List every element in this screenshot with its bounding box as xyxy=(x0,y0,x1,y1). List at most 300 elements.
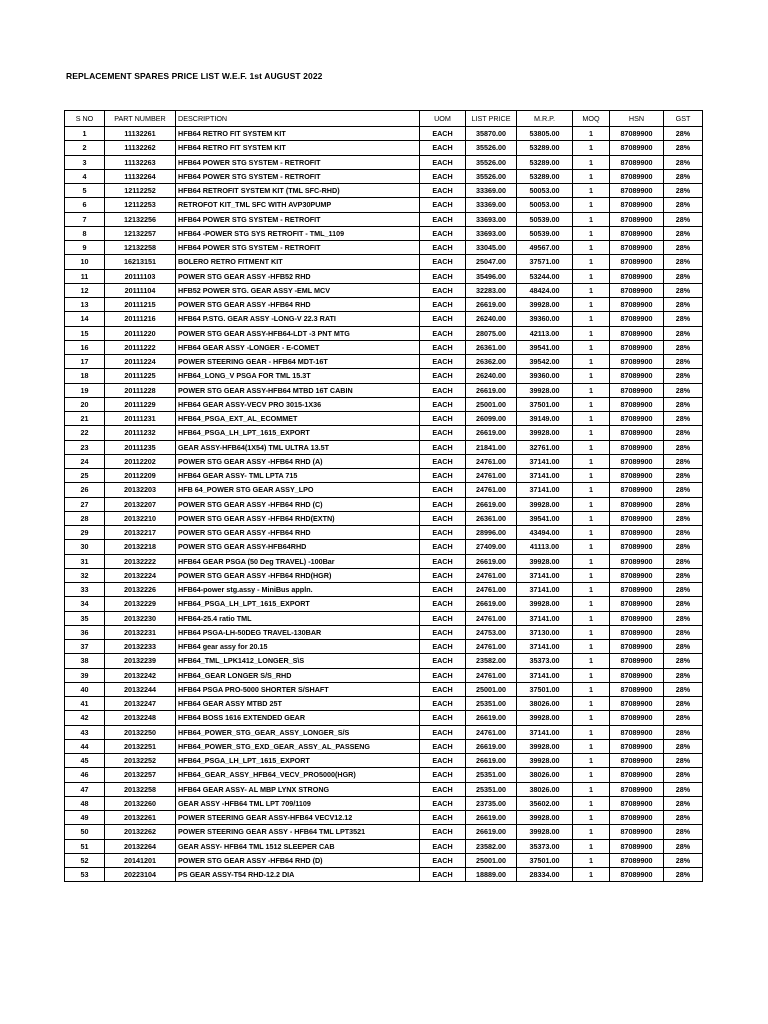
cell-moq: 1 xyxy=(573,226,610,240)
cell-hsn: 87089900 xyxy=(610,839,664,853)
cell-description: HFB64 PSGA PRO-5000 SHORTER S/SHAFT xyxy=(176,682,420,696)
cell-moq: 1 xyxy=(573,611,610,625)
cell-sno: 43 xyxy=(65,725,105,739)
cell-hsn: 87089900 xyxy=(610,811,664,825)
cell-gst: 28% xyxy=(664,839,703,853)
cell-gst: 28% xyxy=(664,697,703,711)
cell-moq: 1 xyxy=(573,825,610,839)
cell-part-number: 20111220 xyxy=(105,326,176,340)
cell-list-price: 28075.00 xyxy=(466,326,517,340)
cell-hsn: 87089900 xyxy=(610,796,664,810)
cell-list-price: 24761.00 xyxy=(466,640,517,654)
cell-gst: 28% xyxy=(664,454,703,468)
cell-part-number: 20132210 xyxy=(105,511,176,525)
cell-mrp: 37501.00 xyxy=(517,397,573,411)
cell-moq: 1 xyxy=(573,298,610,312)
cell-description: HFB64 P.STG. GEAR ASSY -LONG-V 22.3 RATI xyxy=(176,312,420,326)
cell-description: POWER STG GEAR ASSY-HFB64 MTBD 16T CABIN xyxy=(176,383,420,397)
cell-mrp: 37501.00 xyxy=(517,853,573,867)
cell-sno: 5 xyxy=(65,184,105,198)
table-row xyxy=(65,426,703,440)
cell-sno: 15 xyxy=(65,326,105,340)
cell-hsn: 87089900 xyxy=(610,625,664,639)
cell-mrp: 39928.00 xyxy=(517,497,573,511)
cell-part-number: 12112252 xyxy=(105,184,176,198)
table-row xyxy=(65,298,703,312)
cell-description: HFB64_LONG_V PSGA FOR TML 15.3T xyxy=(176,369,420,383)
cell-hsn: 87089900 xyxy=(610,640,664,654)
cell-uom: EACH xyxy=(420,298,466,312)
cell-gst: 28% xyxy=(664,141,703,155)
cell-sno: 44 xyxy=(65,739,105,753)
cell-sno: 10 xyxy=(65,255,105,269)
table-row xyxy=(65,711,703,725)
cell-sno: 40 xyxy=(65,682,105,696)
cell-hsn: 87089900 xyxy=(610,383,664,397)
cell-part-number: 20132230 xyxy=(105,611,176,625)
cell-moq: 1 xyxy=(573,697,610,711)
cell-list-price: 24761.00 xyxy=(466,668,517,682)
cell-description: HFB64 PSGA-LH-50DEG TRAVEL-130BAR xyxy=(176,625,420,639)
cell-part-number: 20132229 xyxy=(105,597,176,611)
cell-sno: 3 xyxy=(65,155,105,169)
cell-moq: 1 xyxy=(573,127,610,141)
table-row xyxy=(65,355,703,369)
cell-moq: 1 xyxy=(573,839,610,853)
cell-uom: EACH xyxy=(420,654,466,668)
cell-part-number: 20132252 xyxy=(105,754,176,768)
cell-moq: 1 xyxy=(573,184,610,198)
table-row xyxy=(65,412,703,426)
cell-description: HFB64_PSGA_LH_LPT_1615_EXPORT xyxy=(176,426,420,440)
cell-description: BOLERO RETRO FITMENT KIT xyxy=(176,255,420,269)
table-row xyxy=(65,184,703,198)
cell-gst: 28% xyxy=(664,340,703,354)
cell-moq: 1 xyxy=(573,725,610,739)
cell-part-number: 20111232 xyxy=(105,426,176,440)
cell-mrp: 53289.00 xyxy=(517,155,573,169)
cell-moq: 1 xyxy=(573,426,610,440)
cell-hsn: 87089900 xyxy=(610,583,664,597)
cell-hsn: 87089900 xyxy=(610,141,664,155)
cell-list-price: 26619.00 xyxy=(466,554,517,568)
cell-part-number: 20223104 xyxy=(105,868,176,882)
cell-uom: EACH xyxy=(420,283,466,297)
cell-moq: 1 xyxy=(573,711,610,725)
cell-mrp: 39928.00 xyxy=(517,739,573,753)
cell-moq: 1 xyxy=(573,583,610,597)
cell-description: HFB64 GEAR PSGA (50 Deg TRAVEL) -100Bar xyxy=(176,554,420,568)
cell-part-number: 20132247 xyxy=(105,697,176,711)
cell-gst: 28% xyxy=(664,155,703,169)
cell-description: HFB 64_POWER STG GEAR ASSY_LPO xyxy=(176,483,420,497)
cell-mrp: 38026.00 xyxy=(517,782,573,796)
cell-list-price: 24761.00 xyxy=(466,583,517,597)
cell-description: HFB64 gear assy for 20.15 xyxy=(176,640,420,654)
cell-sno: 1 xyxy=(65,127,105,141)
cell-gst: 28% xyxy=(664,711,703,725)
table-row xyxy=(65,640,703,654)
cell-sno: 36 xyxy=(65,625,105,639)
cell-sno: 20 xyxy=(65,397,105,411)
cell-uom: EACH xyxy=(420,839,466,853)
cell-hsn: 87089900 xyxy=(610,355,664,369)
cell-gst: 28% xyxy=(664,768,703,782)
cell-gst: 28% xyxy=(664,497,703,511)
table-row xyxy=(65,198,703,212)
cell-mrp: 37141.00 xyxy=(517,568,573,582)
cell-list-price: 26619.00 xyxy=(466,811,517,825)
cell-part-number: 20111231 xyxy=(105,412,176,426)
cell-moq: 1 xyxy=(573,269,610,283)
table-row xyxy=(65,654,703,668)
cell-sno: 41 xyxy=(65,697,105,711)
cell-moq: 1 xyxy=(573,169,610,183)
cell-uom: EACH xyxy=(420,412,466,426)
cell-part-number: 20132233 xyxy=(105,640,176,654)
cell-mrp: 39928.00 xyxy=(517,711,573,725)
cell-uom: EACH xyxy=(420,397,466,411)
cell-description: HFB64_POWER_STG_EXD_GEAR_ASSY_AL_PASSENG xyxy=(176,739,420,753)
cell-hsn: 87089900 xyxy=(610,212,664,226)
cell-sno: 45 xyxy=(65,754,105,768)
cell-gst: 28% xyxy=(664,255,703,269)
cell-part-number: 11132262 xyxy=(105,141,176,155)
cell-gst: 28% xyxy=(664,739,703,753)
cell-part-number: 20112202 xyxy=(105,454,176,468)
cell-list-price: 26619.00 xyxy=(466,754,517,768)
cell-mrp: 42113.00 xyxy=(517,326,573,340)
cell-part-number: 20132257 xyxy=(105,768,176,782)
cell-description: POWER STG GEAR ASSY -HFB64 RHD(HGR) xyxy=(176,568,420,582)
cell-uom: EACH xyxy=(420,682,466,696)
cell-gst: 28% xyxy=(664,511,703,525)
cell-mrp: 39360.00 xyxy=(517,369,573,383)
header-moq: MOQ xyxy=(573,111,610,127)
cell-part-number: 11132263 xyxy=(105,155,176,169)
cell-hsn: 87089900 xyxy=(610,369,664,383)
cell-hsn: 87089900 xyxy=(610,127,664,141)
table-row xyxy=(65,141,703,155)
cell-uom: EACH xyxy=(420,141,466,155)
cell-uom: EACH xyxy=(420,725,466,739)
cell-hsn: 87089900 xyxy=(610,554,664,568)
cell-moq: 1 xyxy=(573,397,610,411)
cell-gst: 28% xyxy=(664,426,703,440)
cell-list-price: 35496.00 xyxy=(466,269,517,283)
cell-uom: EACH xyxy=(420,754,466,768)
cell-uom: EACH xyxy=(420,226,466,240)
table-row xyxy=(65,682,703,696)
cell-mrp: 37141.00 xyxy=(517,583,573,597)
table-row xyxy=(65,454,703,468)
cell-list-price: 26619.00 xyxy=(466,383,517,397)
cell-moq: 1 xyxy=(573,255,610,269)
cell-mrp: 37141.00 xyxy=(517,454,573,468)
cell-gst: 28% xyxy=(664,554,703,568)
cell-moq: 1 xyxy=(573,454,610,468)
cell-moq: 1 xyxy=(573,440,610,454)
cell-description: POWER STG GEAR ASSY -HFB64 RHD (D) xyxy=(176,853,420,867)
price-list-table xyxy=(64,110,703,882)
cell-uom: EACH xyxy=(420,340,466,354)
cell-moq: 1 xyxy=(573,511,610,525)
cell-sno: 17 xyxy=(65,355,105,369)
cell-part-number: 20111225 xyxy=(105,369,176,383)
cell-description: HFB64 RETRO FIT SYSTEM KIT xyxy=(176,141,420,155)
cell-uom: EACH xyxy=(420,697,466,711)
cell-uom: EACH xyxy=(420,511,466,525)
cell-moq: 1 xyxy=(573,654,610,668)
cell-hsn: 87089900 xyxy=(610,711,664,725)
cell-hsn: 87089900 xyxy=(610,169,664,183)
cell-moq: 1 xyxy=(573,853,610,867)
cell-moq: 1 xyxy=(573,355,610,369)
table-row xyxy=(65,312,703,326)
table-row xyxy=(65,511,703,525)
cell-hsn: 87089900 xyxy=(610,697,664,711)
cell-list-price: 25001.00 xyxy=(466,853,517,867)
header-hsn: HSN xyxy=(610,111,664,127)
cell-hsn: 87089900 xyxy=(610,768,664,782)
header-sno: S NO xyxy=(65,111,105,127)
cell-description: RETROFOT KIT_TML SFC WITH AVP30PUMP xyxy=(176,198,420,212)
cell-gst: 28% xyxy=(664,853,703,867)
cell-description: HFB64 POWER STG SYSTEM - RETROFIT xyxy=(176,241,420,255)
table-row xyxy=(65,568,703,582)
cell-part-number: 12132256 xyxy=(105,212,176,226)
cell-sno: 22 xyxy=(65,426,105,440)
cell-moq: 1 xyxy=(573,625,610,639)
cell-gst: 28% xyxy=(664,811,703,825)
cell-hsn: 87089900 xyxy=(610,440,664,454)
cell-part-number: 20132224 xyxy=(105,568,176,582)
cell-uom: EACH xyxy=(420,640,466,654)
cell-part-number: 20132264 xyxy=(105,839,176,853)
cell-part-number: 20111229 xyxy=(105,397,176,411)
cell-description: HFB64 GEAR ASSY-VECV PRO 3015-1X36 xyxy=(176,397,420,411)
cell-part-number: 11132261 xyxy=(105,127,176,141)
cell-sno: 42 xyxy=(65,711,105,725)
cell-uom: EACH xyxy=(420,853,466,867)
cell-part-number: 20132250 xyxy=(105,725,176,739)
cell-part-number: 20132231 xyxy=(105,625,176,639)
cell-gst: 28% xyxy=(664,298,703,312)
cell-gst: 28% xyxy=(664,397,703,411)
cell-uom: EACH xyxy=(420,255,466,269)
cell-list-price: 26619.00 xyxy=(466,298,517,312)
cell-uom: EACH xyxy=(420,369,466,383)
table-row xyxy=(65,383,703,397)
cell-hsn: 87089900 xyxy=(610,326,664,340)
cell-list-price: 26240.00 xyxy=(466,312,517,326)
cell-description: HFB64_PSGA_LH_LPT_1615_EXPORT xyxy=(176,597,420,611)
table-row xyxy=(65,397,703,411)
cell-list-price: 35870.00 xyxy=(466,127,517,141)
table-row xyxy=(65,782,703,796)
cell-description: HFB64 GEAR ASSY -LONGER - E-COMET xyxy=(176,340,420,354)
cell-moq: 1 xyxy=(573,868,610,882)
cell-sno: 39 xyxy=(65,668,105,682)
cell-part-number: 20132226 xyxy=(105,583,176,597)
cell-uom: EACH xyxy=(420,326,466,340)
cell-hsn: 87089900 xyxy=(610,654,664,668)
cell-sno: 50 xyxy=(65,825,105,839)
cell-mrp: 50539.00 xyxy=(517,212,573,226)
cell-description: HFB64 POWER STG SYSTEM - RETROFIT xyxy=(176,169,420,183)
table-row xyxy=(65,440,703,454)
cell-mrp: 49567.00 xyxy=(517,241,573,255)
cell-description: POWER STG GEAR ASSY -HFB52 RHD xyxy=(176,269,420,283)
cell-part-number: 20111228 xyxy=(105,383,176,397)
cell-gst: 28% xyxy=(664,241,703,255)
table-row xyxy=(65,697,703,711)
cell-gst: 28% xyxy=(664,597,703,611)
cell-hsn: 87089900 xyxy=(610,255,664,269)
cell-list-price: 35526.00 xyxy=(466,169,517,183)
cell-gst: 28% xyxy=(664,654,703,668)
cell-moq: 1 xyxy=(573,155,610,169)
cell-description: HFB64 GEAR ASSY- AL MBP LYNX STRONG xyxy=(176,782,420,796)
cell-hsn: 87089900 xyxy=(610,184,664,198)
cell-sno: 18 xyxy=(65,369,105,383)
table-row xyxy=(65,540,703,554)
cell-gst: 28% xyxy=(664,412,703,426)
cell-moq: 1 xyxy=(573,340,610,354)
cell-moq: 1 xyxy=(573,383,610,397)
cell-description: GEAR ASSY- HFB64 TML 1512 SLEEPER CAB xyxy=(176,839,420,853)
table-row xyxy=(65,796,703,810)
cell-list-price: 26240.00 xyxy=(466,369,517,383)
cell-description: POWER STG GEAR ASSY-HFB64-LDT -3 PNT MTG xyxy=(176,326,420,340)
cell-moq: 1 xyxy=(573,412,610,426)
cell-moq: 1 xyxy=(573,754,610,768)
cell-list-price: 25001.00 xyxy=(466,397,517,411)
cell-uom: EACH xyxy=(420,768,466,782)
cell-sno: 49 xyxy=(65,811,105,825)
cell-hsn: 87089900 xyxy=(610,412,664,426)
cell-gst: 28% xyxy=(664,796,703,810)
cell-uom: EACH xyxy=(420,668,466,682)
cell-list-price: 26619.00 xyxy=(466,597,517,611)
table-row xyxy=(65,469,703,483)
cell-description: POWER STG GEAR ASSY -HFB64 RHD xyxy=(176,298,420,312)
cell-moq: 1 xyxy=(573,682,610,696)
cell-list-price: 26619.00 xyxy=(466,426,517,440)
cell-hsn: 87089900 xyxy=(610,868,664,882)
table-row xyxy=(65,155,703,169)
cell-hsn: 87089900 xyxy=(610,597,664,611)
cell-moq: 1 xyxy=(573,597,610,611)
cell-list-price: 24761.00 xyxy=(466,483,517,497)
cell-part-number: 20132260 xyxy=(105,796,176,810)
cell-part-number: 12132258 xyxy=(105,241,176,255)
cell-list-price: 35526.00 xyxy=(466,155,517,169)
table-row xyxy=(65,483,703,497)
cell-description: HFB64_GEAR LONGER S/S_RHD xyxy=(176,668,420,682)
cell-moq: 1 xyxy=(573,540,610,554)
cell-sno: 13 xyxy=(65,298,105,312)
table-row xyxy=(65,255,703,269)
cell-hsn: 87089900 xyxy=(610,469,664,483)
cell-moq: 1 xyxy=(573,469,610,483)
cell-hsn: 87089900 xyxy=(610,497,664,511)
table-row xyxy=(65,811,703,825)
cell-mrp: 32761.00 xyxy=(517,440,573,454)
cell-moq: 1 xyxy=(573,312,610,326)
cell-part-number: 20111222 xyxy=(105,340,176,354)
table-row xyxy=(65,754,703,768)
cell-part-number: 20132244 xyxy=(105,682,176,696)
cell-sno: 32 xyxy=(65,568,105,582)
cell-part-number: 20132239 xyxy=(105,654,176,668)
cell-gst: 28% xyxy=(664,825,703,839)
cell-uom: EACH xyxy=(420,212,466,226)
cell-gst: 28% xyxy=(664,198,703,212)
cell-list-price: 23582.00 xyxy=(466,654,517,668)
cell-list-price: 25351.00 xyxy=(466,697,517,711)
table-row xyxy=(65,853,703,867)
cell-hsn: 87089900 xyxy=(610,782,664,796)
cell-mrp: 37141.00 xyxy=(517,668,573,682)
cell-uom: EACH xyxy=(420,811,466,825)
cell-uom: EACH xyxy=(420,739,466,753)
table-row xyxy=(65,868,703,882)
cell-hsn: 87089900 xyxy=(610,853,664,867)
cell-mrp: 53289.00 xyxy=(517,169,573,183)
cell-mrp: 37130.00 xyxy=(517,625,573,639)
cell-list-price: 32283.00 xyxy=(466,283,517,297)
cell-part-number: 20141201 xyxy=(105,853,176,867)
cell-part-number: 16213151 xyxy=(105,255,176,269)
cell-gst: 28% xyxy=(664,583,703,597)
cell-uom: EACH xyxy=(420,526,466,540)
cell-list-price: 35526.00 xyxy=(466,141,517,155)
cell-description: HFB64 POWER STG SYSTEM - RETROFIT xyxy=(176,212,420,226)
cell-list-price: 26361.00 xyxy=(466,511,517,525)
table-row xyxy=(65,369,703,383)
cell-list-price: 27409.00 xyxy=(466,540,517,554)
cell-moq: 1 xyxy=(573,768,610,782)
cell-sno: 24 xyxy=(65,454,105,468)
cell-hsn: 87089900 xyxy=(610,226,664,240)
header-gst: GST xyxy=(664,111,703,127)
table-row xyxy=(65,668,703,682)
cell-sno: 52 xyxy=(65,853,105,867)
cell-sno: 34 xyxy=(65,597,105,611)
cell-mrp: 41113.00 xyxy=(517,540,573,554)
cell-mrp: 53244.00 xyxy=(517,269,573,283)
cell-gst: 28% xyxy=(664,540,703,554)
cell-mrp: 39928.00 xyxy=(517,298,573,312)
cell-hsn: 87089900 xyxy=(610,426,664,440)
table-row xyxy=(65,169,703,183)
cell-hsn: 87089900 xyxy=(610,198,664,212)
cell-mrp: 37141.00 xyxy=(517,483,573,497)
header-part-number: PART NUMBER xyxy=(105,111,176,127)
cell-mrp: 43494.00 xyxy=(517,526,573,540)
cell-part-number: 20111103 xyxy=(105,269,176,283)
cell-list-price: 33693.00 xyxy=(466,226,517,240)
cell-gst: 28% xyxy=(664,611,703,625)
cell-description: HFB52 POWER STG. GEAR ASSY -EML MCV xyxy=(176,283,420,297)
cell-part-number: 20132262 xyxy=(105,825,176,839)
cell-uom: EACH xyxy=(420,611,466,625)
cell-description: HFB64-power stg.assy - MiniBus appln. xyxy=(176,583,420,597)
cell-moq: 1 xyxy=(573,483,610,497)
cell-mrp: 37141.00 xyxy=(517,640,573,654)
cell-description: HFB64 GEAR ASSY MTBD 25T xyxy=(176,697,420,711)
